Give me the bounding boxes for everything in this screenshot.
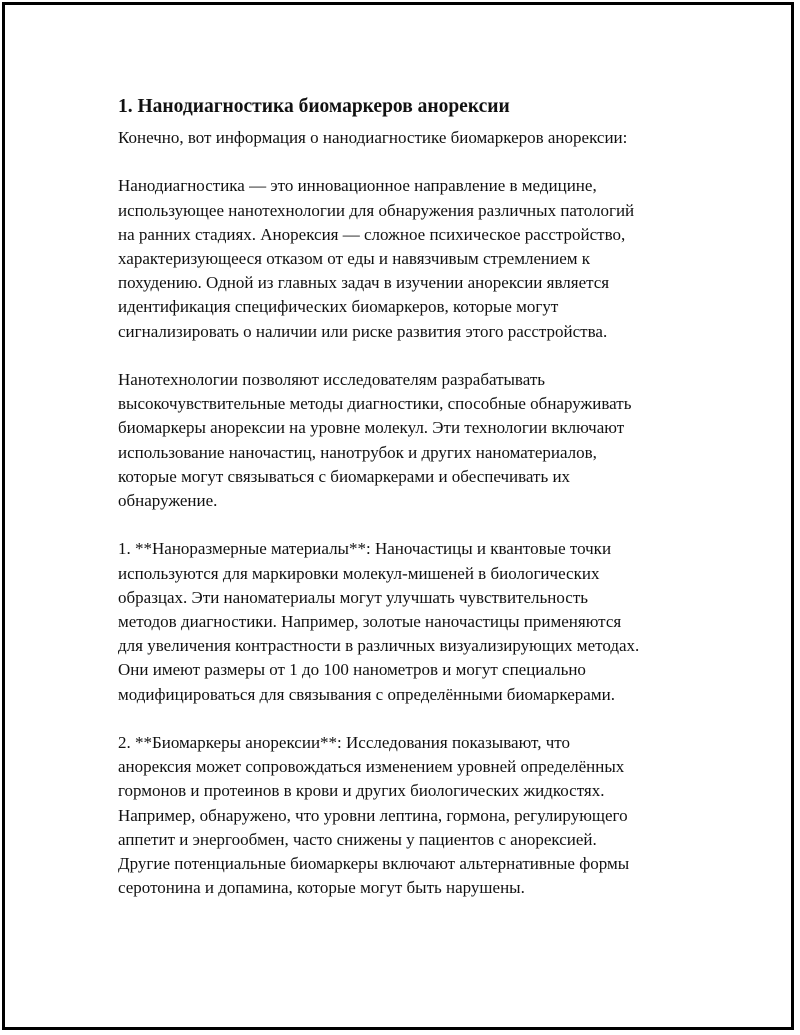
paragraph-nanotechnologies: Нанотехнологии позволяют исследователям разрабатывать высокочувствительные методы диагностики, способные обнаруживать биомаркеры анорексии на уровне молекул. Эти технологии включают использование наночастиц, нанотрубок и других наноматериалов, которые могут связываться с биомаркерами и обеспечивать их обнаружение. [118,370,632,511]
paragraph-nanomaterials: 1. **Наноразмерные материалы**: Наночастицы и квантовые точки используются для маркировки молекул-мишеней в биологических образцах. Эти наноматериалы могут улучшать чувствительность методов диагностики. Например, золотые наночастицы применяются для увеличения контрастности в различных визуализирующих методах. Они имеют размеры от 1 до 100 нанометров и могут специально модифицироваться для связывания с определёнными биомаркерами. [118,539,640,704]
paragraph-nanodiagnostics: Нанодиагностика — это инновационное направление в медицине, использующее нанотехнологии для обнаружения различных патологий на ранних стадиях. Анорексия — сложное психическое расстройство, характеризующееся отказом от еды и навязчивым стремлением к похудению. Одной из главных задач в изучении анорексии является идентификация специфических биомаркеров, которые могут сигнализировать о наличии или риске развития этого расстройства. [118,176,635,341]
document-body [118,92,708,925]
intro-paragraph: Конечно, вот информация о нанодиагностике биомаркеров анорексии: [118,128,628,147]
document-title: 1. Нанодиагностика биомаркеров анорексии [118,96,510,117]
paragraph-biomarkers: 2. **Биомаркеры анорексии**: Исследования показывают, что анорексия может сопровождаться изменением уровней определённых гормонов и протеинов в крови и других биологических жидкостях. Например, обнаружено, что уровни лептина, гормона, регулирующего аппетит и энергообмен, часто снижены у пациентов с анорексией. Другие потенциальные биомаркеры включают альтернативные формы серотонина и допамина, которые могут быть нарушены. [118,733,630,898]
